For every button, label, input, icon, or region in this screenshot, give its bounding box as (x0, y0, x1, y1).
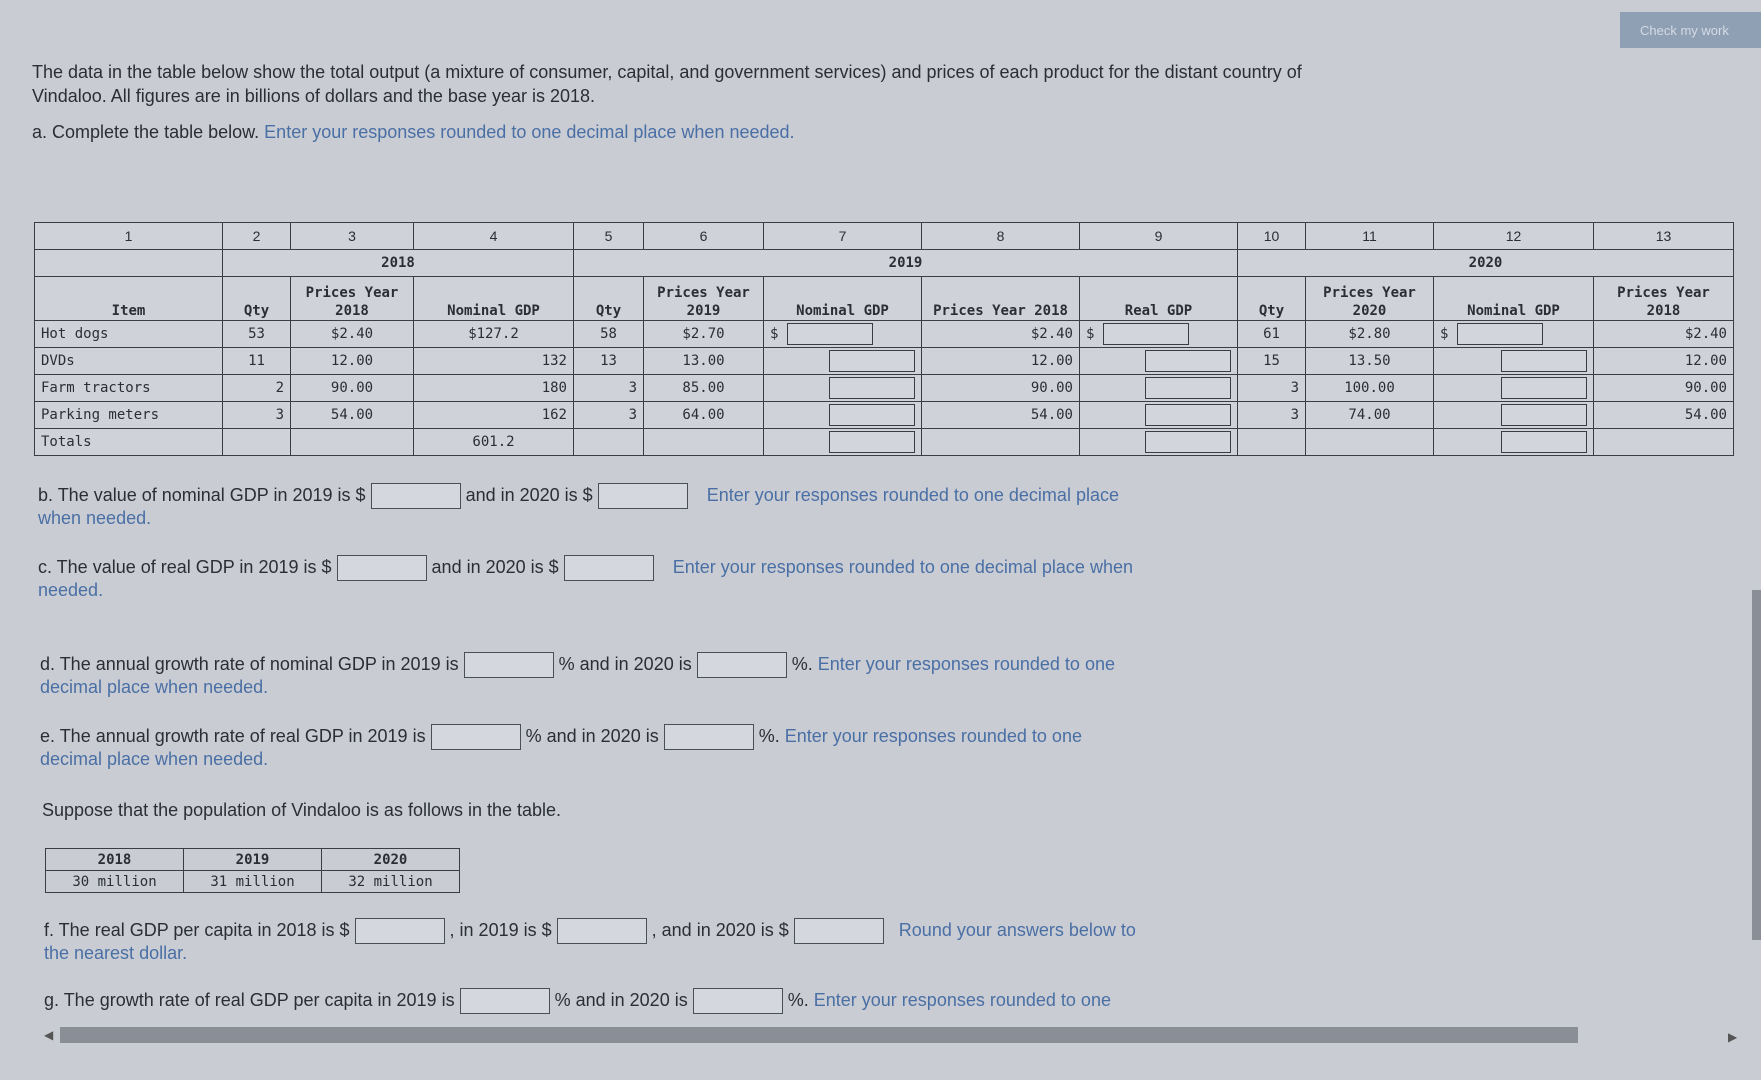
col-num-8: 8 (922, 223, 1080, 250)
real-gdp-2020-input[interactable] (564, 555, 654, 581)
price-2019: 13.00 (644, 348, 764, 375)
nominal-2020-cell (1434, 321, 1594, 348)
part-c-hint: Enter your responses rounded to one decimal place when (672, 556, 1133, 577)
header-qty-2018: Qty (223, 277, 291, 321)
nominal-2018: 162 (414, 402, 574, 429)
part-e-hint-cont: decimal place when needed. (40, 749, 269, 769)
header-item: Item (35, 277, 223, 321)
part-d-hint: Enter your responses rounded to one (817, 653, 1115, 674)
blank-cell (35, 250, 223, 277)
part-b-hint-cont: when needed. (38, 508, 152, 528)
nominal-gdp-2020-input[interactable] (598, 483, 688, 509)
real-2019-input[interactable] (1145, 377, 1231, 399)
part-g-post: %. (787, 989, 809, 1010)
blank-cell (922, 429, 1080, 456)
totals-real-2019-cell (1080, 429, 1238, 456)
price-2018-b: 12.00 (922, 348, 1080, 375)
totals-nominal-2020-cell (1434, 429, 1594, 456)
dollar-sign: $ (1086, 326, 1095, 342)
part-f (44, 918, 1136, 944)
part-d-mid: % and in 2020 is (558, 653, 692, 674)
real-2019-cell (1080, 402, 1238, 429)
pop-value-2018: 30 million (46, 871, 184, 893)
per-capita-growth-2020-input[interactable] (693, 988, 783, 1014)
header-prices-2018-b: Prices Year 2018 (922, 277, 1080, 321)
blank-cell (644, 429, 764, 456)
blank-cell (291, 429, 414, 456)
qty-2020: 3 (1238, 375, 1306, 402)
table-row (35, 402, 1734, 429)
population-intro: Suppose that the population of Vindaloo is as follows in the table. (42, 800, 562, 820)
nominal-gdp-2019-input[interactable] (371, 483, 461, 509)
check-my-work-button[interactable]: Check my work (1620, 12, 1761, 48)
price-2018: $2.40 (291, 321, 414, 348)
vertical-scrollbar[interactable] (1752, 590, 1761, 940)
price-2018-c: 90.00 (1594, 375, 1734, 402)
col-num-4: 4 (414, 223, 574, 250)
real-growth-2020-input[interactable] (664, 724, 754, 750)
price-2019: 85.00 (644, 375, 764, 402)
horizontal-scrollbar[interactable] (60, 1027, 1578, 1043)
price-2018: 90.00 (291, 375, 414, 402)
price-2018: 12.00 (291, 348, 414, 375)
part-c-mid: and in 2020 is $ (431, 556, 559, 577)
nominal-2018: 132 (414, 348, 574, 375)
part-d (40, 652, 1115, 678)
col-num-5: 5 (574, 223, 644, 250)
price-2018: 54.00 (291, 402, 414, 429)
header-qty-2020: Qty (1238, 277, 1306, 321)
nominal-growth-2020-input[interactable] (697, 652, 787, 678)
header-prices-2018-c: Prices Year 2018 (1594, 277, 1734, 321)
col-num-6: 6 (644, 223, 764, 250)
header-row (35, 277, 1734, 321)
part-g-mid: % and in 2020 is (554, 989, 688, 1010)
nominal-2018: 180 (414, 375, 574, 402)
header-nominal-2019: Nominal GDP (764, 277, 922, 321)
qty-2018: 3 (223, 402, 291, 429)
header-prices-2020: Prices Year 2020 (1306, 277, 1434, 321)
header-prices-2018: Prices Year 2018 (291, 277, 414, 321)
part-b-hint: Enter your responses rounded to one decimal place (706, 484, 1119, 505)
part-f-hint-cont: the nearest dollar. (44, 943, 188, 963)
price-2020: $2.80 (1306, 321, 1434, 348)
nominal-2020-cell (1434, 402, 1594, 429)
part-c-hint-cont: needed. (38, 580, 104, 600)
pop-year-2018: 2018 (46, 849, 184, 871)
header-nominal-2020: Nominal GDP (1434, 277, 1594, 321)
part-g (44, 988, 1111, 1014)
price-2020: 13.50 (1306, 348, 1434, 375)
qty-2020: 3 (1238, 402, 1306, 429)
item-name: Farm tractors (35, 375, 223, 402)
part-a-prompt (32, 122, 795, 143)
nominal-2019-cell (764, 402, 922, 429)
qty-2018: 2 (223, 375, 291, 402)
header-nominal-2018: Nominal GDP (414, 277, 574, 321)
scroll-right-icon[interactable]: ▶ (1728, 1030, 1738, 1044)
nominal-2020-input[interactable] (1501, 377, 1587, 399)
column-number-row (35, 223, 1734, 250)
pop-year-2020: 2020 (322, 849, 460, 871)
part-d-text: d. The annual growth rate of nominal GDP in 2019 is (40, 653, 459, 674)
part-a-label: a. Complete the table below. (32, 122, 260, 142)
nominal-2019-input[interactable] (787, 323, 873, 345)
price-2018-c: 12.00 (1594, 348, 1734, 375)
nominal-2019-cell (764, 375, 922, 402)
nominal-2018: $127.2 (414, 321, 574, 348)
part-f-hint: Round your answers below to (898, 919, 1136, 940)
part-b-mid: and in 2020 is $ (465, 484, 593, 505)
real-growth-2019-input[interactable] (431, 724, 521, 750)
dollar-sign: $ (1440, 326, 1449, 342)
col-num-12: 12 (1434, 223, 1594, 250)
real-2019-cell (1080, 348, 1238, 375)
price-2018-b: 54.00 (922, 402, 1080, 429)
blank-cell (223, 429, 291, 456)
qty-2019: 3 (574, 375, 644, 402)
price-2018-b: 90.00 (922, 375, 1080, 402)
part-e-hint: Enter your responses rounded to one (784, 725, 1082, 746)
year-2018: 2018 (223, 250, 574, 277)
col-num-7: 7 (764, 223, 922, 250)
totals-label: Totals (35, 429, 223, 456)
table-row (35, 348, 1734, 375)
table-row (35, 375, 1734, 402)
real-2019-input[interactable] (1103, 323, 1189, 345)
col-num-3: 3 (291, 223, 414, 250)
part-e-post: %. (758, 725, 780, 746)
blank-cell (1594, 429, 1734, 456)
qty-2020: 15 (1238, 348, 1306, 375)
part-e-text: e. The annual growth rate of real GDP in 2019 is (40, 725, 426, 746)
dollar-sign: $ (770, 326, 779, 342)
real-2019-cell (1080, 375, 1238, 402)
price-2020: 100.00 (1306, 375, 1434, 402)
item-name: DVDs (35, 348, 223, 375)
part-g-hint: Enter your responses rounded to one (813, 989, 1111, 1010)
qty-2019: 58 (574, 321, 644, 348)
nominal-2020-cell (1434, 375, 1594, 402)
table-row (35, 321, 1734, 348)
pop-value-2020: 32 million (322, 871, 460, 893)
part-f-mid1: , in 2019 is $ (449, 919, 552, 940)
per-capita-growth-2019-input[interactable] (460, 988, 550, 1014)
nominal-2020-input[interactable] (1501, 350, 1587, 372)
part-d-post: %. (791, 653, 813, 674)
price-2020: 74.00 (1306, 402, 1434, 429)
col-num-11: 11 (1306, 223, 1434, 250)
col-num-10: 10 (1238, 223, 1306, 250)
col-num-13: 13 (1594, 223, 1734, 250)
totals-nominal-2019-cell (764, 429, 922, 456)
part-c (38, 555, 1133, 581)
blank-cell (1306, 429, 1434, 456)
header-qty-2019: Qty (574, 277, 644, 321)
price-2018-b: $2.40 (922, 321, 1080, 348)
real-gdp-per-capita-2019-input[interactable] (557, 918, 647, 944)
real-2019-cell (1080, 321, 1238, 348)
part-d-hint-cont: decimal place when needed. (40, 677, 269, 697)
totals-row (35, 429, 1734, 456)
item-name: Parking meters (35, 402, 223, 429)
blank-cell (574, 429, 644, 456)
year-row (35, 250, 1734, 277)
qty-2019: 13 (574, 348, 644, 375)
part-a-hint: Enter your responses rounded to one decimal place when needed. (264, 122, 795, 142)
part-c-text: c. The value of real GDP in 2019 is $ (38, 556, 332, 577)
nominal-2020-cell (1434, 348, 1594, 375)
real-gdp-per-capita-2020-input[interactable] (794, 918, 884, 944)
totals-nominal-2019-input[interactable] (829, 431, 915, 453)
nominal-2020-input[interactable] (1501, 404, 1587, 426)
year-2019: 2019 (574, 250, 1238, 277)
blank-cell (1238, 429, 1306, 456)
qty-2020: 61 (1238, 321, 1306, 348)
nominal-2019-cell (764, 348, 922, 375)
col-num-9: 9 (1080, 223, 1238, 250)
intro-text: The data in the table below show the total output (a mixture of consumer, capital, and government services) and prices of each product for the distant country of Vindaloo. All figures are in billions of dollars and the base year is 2018. (32, 62, 1302, 106)
nominal-2019-input[interactable] (829, 377, 915, 399)
real-gdp-2019-input[interactable] (337, 555, 427, 581)
nominal-2020-input[interactable] (1457, 323, 1543, 345)
price-2018-c: 54.00 (1594, 402, 1734, 429)
price-2019: $2.70 (644, 321, 764, 348)
part-f-text: f. The real GDP per capita in 2018 is $ (44, 919, 350, 940)
col-num-2: 2 (223, 223, 291, 250)
price-2018-c: $2.40 (1594, 321, 1734, 348)
gdp-table (34, 222, 1734, 456)
qty-2018: 11 (223, 348, 291, 375)
item-name: Hot dogs (35, 321, 223, 348)
part-b (38, 483, 1119, 509)
part-e (40, 724, 1082, 750)
nominal-2019-cell (764, 321, 922, 348)
header-prices-2019: Prices Year 2019 (644, 277, 764, 321)
real-2019-input[interactable] (1145, 404, 1231, 426)
nominal-2019-input[interactable] (829, 350, 915, 372)
qty-2019: 3 (574, 402, 644, 429)
nominal-2019-input[interactable] (829, 404, 915, 426)
part-f-mid2: , and in 2020 is $ (651, 919, 789, 940)
scroll-left-icon[interactable]: ◀ (44, 1028, 54, 1042)
part-b-text: b. The value of nominal GDP in 2019 is $ (38, 484, 366, 505)
real-gdp-per-capita-2018-input[interactable] (355, 918, 445, 944)
price-2019: 64.00 (644, 402, 764, 429)
col-num-1: 1 (35, 223, 223, 250)
nominal-growth-2019-input[interactable] (464, 652, 554, 678)
pop-value-2019: 31 million (184, 871, 322, 893)
population-table (45, 848, 460, 893)
totals-nominal-2018: 601.2 (414, 429, 574, 456)
header-real-2019: Real GDP (1080, 277, 1238, 321)
part-e-mid: % and in 2020 is (525, 725, 659, 746)
totals-real-2019-input[interactable] (1145, 431, 1231, 453)
totals-nominal-2020-input[interactable] (1501, 431, 1587, 453)
qty-2018: 53 (223, 321, 291, 348)
part-g-text: g. The growth rate of real GDP per capita in 2019 is (44, 989, 455, 1010)
real-2019-input[interactable] (1145, 350, 1231, 372)
pop-year-2019: 2019 (184, 849, 322, 871)
year-2020: 2020 (1238, 250, 1734, 277)
